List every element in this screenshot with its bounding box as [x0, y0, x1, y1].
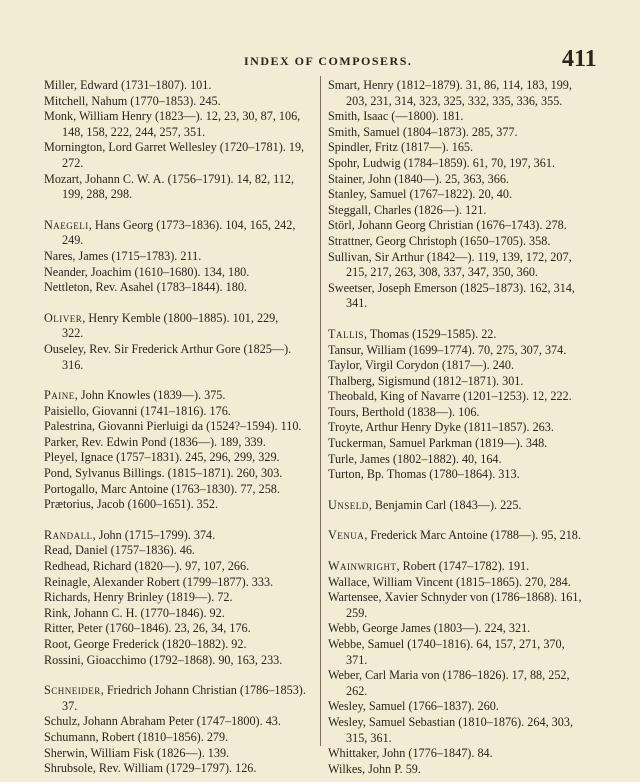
entry-lead-name: Wainwright	[328, 559, 397, 574]
entry-first-line	[44, 249, 201, 263]
index-entry	[44, 482, 316, 498]
index-entry	[328, 358, 604, 374]
entry-text: Pond, Sylvanus Billings. (1815–1871). 260, 303.	[44, 466, 283, 481]
right-column	[328, 78, 604, 777]
entry-first-line	[44, 140, 304, 154]
entry-text: Thalberg, Sigismund (1812–1871). 301.	[328, 373, 524, 388]
entry-continuation: 199, 288, 298.	[62, 187, 133, 202]
index-entry	[328, 668, 604, 699]
entry-continuation: 215, 217, 263, 308, 337, 347, 350, 360.	[346, 265, 538, 280]
entry-first-line	[328, 436, 547, 450]
entry-text: Smith, Isaac (—1800). 181.	[328, 109, 464, 124]
entry-first-line	[328, 109, 463, 123]
entry-text: Strattner, Georg Christoph (1650–1705). 358.	[328, 233, 551, 248]
entry-lead-name: Paine	[44, 388, 75, 403]
entry-first-line	[44, 528, 215, 542]
entry-text: Taylor, Virgil Corydon (1817—). 240.	[328, 358, 515, 373]
entry-first-line	[328, 405, 479, 419]
entry-text: Spindler, Fritz (1817—). 165.	[328, 140, 474, 155]
entry-first-line	[44, 714, 281, 728]
entry-text: , John (1715–1799). 374.	[92, 527, 216, 542]
entry-continuation: 203, 231, 314, 323, 325, 332, 335, 336, 355.	[346, 93, 563, 108]
entry-text: Whittaker, John (1776–1847). 84.	[328, 746, 493, 761]
entry-first-line	[328, 467, 520, 481]
entry-first-line	[328, 156, 555, 170]
entry-first-line	[328, 668, 570, 682]
entry-text: Parker, Rev. Edwin Pond (1836—). 189, 339.	[44, 434, 266, 449]
index-entry	[44, 730, 316, 746]
section-gap	[44, 373, 316, 388]
left-column	[44, 78, 316, 777]
entry-text: Weber, Carl Maria von (1786–1826). 17, 88, 252,	[328, 668, 570, 683]
index-entry	[44, 311, 316, 342]
index-entry	[44, 528, 316, 544]
index-entry	[44, 94, 316, 110]
entry-first-line	[44, 435, 266, 449]
index-entry	[328, 234, 604, 250]
entry-first-line	[328, 374, 523, 388]
index-entry	[44, 466, 316, 482]
entry-text: Nettleton, Rev. Asahel (1783–1844). 180.	[44, 280, 247, 295]
entry-text: Reinagle, Alexander Robert (1799–1877). 333.	[44, 574, 274, 589]
entry-continuation: 37.	[62, 698, 78, 713]
section-gap	[44, 203, 316, 218]
entry-text: Schulz, Johann Abraham Peter (1747–1800). 43.	[44, 714, 281, 729]
entry-text: Mitchell, Nahum (1770–1853). 245.	[44, 93, 221, 108]
section-gap	[328, 544, 604, 559]
entry-text: Smith, Samuel (1804–1873). 285, 377.	[328, 124, 518, 139]
entry-text: Wilkes, John P. 59.	[328, 761, 421, 776]
entry-first-line	[328, 452, 502, 466]
index-entry	[328, 78, 604, 109]
entry-text: , Robert (1747–1782). 191.	[396, 559, 530, 574]
entry-text: Root, George Frederick (1820–1882). 92.	[44, 637, 247, 651]
index-entry	[44, 637, 316, 653]
entry-first-line	[44, 621, 251, 635]
entry-text: Nares, James (1715–1783). 211.	[44, 248, 202, 263]
index-entry	[328, 452, 604, 468]
index-entry	[328, 498, 604, 514]
entry-first-line	[328, 234, 550, 248]
index-entry	[44, 590, 316, 606]
entry-text: Turton, Bp. Thomas (1780–1864). 313.	[328, 467, 520, 482]
index-entry	[328, 250, 604, 281]
entry-text: Ritter, Peter (1760–1846). 23, 26, 34, 176.	[44, 621, 251, 636]
entry-first-line	[44, 109, 300, 123]
section-gap	[44, 296, 316, 311]
entry-first-line	[328, 358, 514, 372]
index-entry	[44, 172, 316, 203]
section-gap	[328, 312, 604, 327]
entry-text: Read, Daniel (1757–1836). 46.	[44, 543, 195, 558]
entry-continuation: 262.	[346, 683, 368, 698]
index-entry	[328, 218, 604, 234]
entry-first-line	[44, 404, 231, 418]
index-entry	[328, 109, 604, 125]
index-entry	[44, 606, 316, 622]
entry-text: Wartensee, Xavier Schnyder von (1786–1868). 161,	[328, 590, 582, 605]
entry-text: , Hans Georg (1773–1836). 104, 165, 242,	[88, 217, 296, 232]
entry-text: Wesley, Samuel (1766–1837). 260.	[328, 699, 499, 714]
entry-first-line	[44, 265, 249, 279]
entry-first-line	[44, 653, 282, 667]
index-entry	[328, 590, 604, 621]
index-entry	[44, 683, 316, 714]
index-entry	[44, 746, 316, 762]
entry-first-line	[44, 388, 225, 402]
index-entry	[328, 420, 604, 436]
index-entry	[44, 435, 316, 451]
index-entry	[44, 249, 316, 265]
entry-lead-name: Venua	[328, 528, 365, 543]
entry-text: , John Knowles (1839—). 375.	[74, 388, 226, 403]
index-entry	[44, 575, 316, 591]
index-entry	[44, 543, 316, 559]
entry-text: Neander, Joachim (1610–1680). 134, 180.	[44, 264, 250, 279]
entry-first-line	[44, 280, 247, 294]
entry-lead-name: Oliver	[44, 310, 83, 325]
index-entry	[44, 653, 316, 669]
entry-lead-name: Tallis	[328, 326, 364, 341]
entry-text: Wesley, Samuel Sebastian (1810–1876). 264, 303,	[328, 714, 573, 729]
page-number: 411	[562, 46, 597, 72]
entry-first-line	[44, 172, 294, 186]
entry-text: Webb, George James (1803—). 224, 321.	[328, 621, 531, 636]
index-entry	[328, 187, 604, 203]
index-entry	[328, 621, 604, 637]
index-entry	[44, 78, 316, 94]
entry-text: Webbe, Samuel (1740–1816). 64, 157, 271, 370,	[328, 637, 565, 651]
index-entry	[44, 450, 316, 466]
index-entry	[328, 559, 604, 575]
entry-first-line	[328, 590, 582, 604]
entry-first-line	[44, 575, 273, 589]
entry-first-line	[44, 94, 221, 108]
entry-lead-name: Randall	[44, 527, 93, 542]
entry-first-line	[328, 125, 518, 139]
index-entry	[328, 436, 604, 452]
entry-text: Sherwin, William Fisk (1826—). 139.	[44, 745, 230, 760]
index-entry	[44, 761, 316, 777]
entry-first-line	[44, 218, 295, 232]
index-entry	[44, 388, 316, 404]
entry-first-line	[44, 543, 195, 557]
section-gap	[44, 668, 316, 683]
entry-text: Miller, Edward (1731–1807). 101.	[44, 78, 212, 92]
entry-text: Prætorius, Jacob (1600–1651). 352.	[44, 497, 218, 512]
entry-text: Stainer, John (1840—). 25, 363, 366.	[328, 171, 509, 186]
entry-continuation: 322.	[62, 326, 84, 341]
entry-first-line	[328, 203, 486, 217]
entry-continuation: 272.	[62, 155, 84, 170]
entry-text: Theobald, King of Navarre (1201–1253). 12, 222.	[328, 389, 572, 404]
entry-first-line	[44, 342, 291, 356]
entry-first-line	[44, 466, 282, 480]
index-entry	[328, 715, 604, 746]
entry-first-line	[328, 762, 421, 776]
entry-first-line	[44, 559, 249, 573]
entry-text: Mornington, Lord Garret Wellesley (1720–1781). 19,	[44, 140, 305, 155]
index-entry	[44, 265, 316, 281]
index-entry	[328, 140, 604, 156]
entry-first-line	[328, 327, 496, 341]
entry-first-line	[328, 343, 566, 357]
entry-text: Tuckerman, Samuel Parkman (1819—). 348.	[328, 436, 548, 451]
entry-lead-name: Schneider	[44, 683, 101, 698]
index-entry	[44, 218, 316, 249]
entry-text: Portogallo, Marc Antoine (1763–1830). 77, 258.	[44, 481, 280, 496]
entry-first-line	[44, 606, 225, 620]
page-title: INDEX OF COMPOSERS.	[244, 54, 413, 68]
section-gap	[328, 513, 604, 528]
index-entry	[328, 528, 604, 544]
entry-text: Paisiello, Giovanni (1741–1816). 176.	[44, 403, 231, 418]
entry-text: Palestrina, Giovanni Pierluigi da (1524?–1594). 110.	[44, 419, 302, 434]
index-entry	[44, 280, 316, 296]
entry-text: Wallace, William Vincent (1815–1865). 270, 284.	[328, 574, 571, 589]
entry-text: , Thomas (1529–1585). 22.	[363, 326, 497, 341]
entry-text: Steggall, Charles (1826—). 121.	[328, 202, 487, 217]
entry-first-line	[328, 389, 572, 403]
entry-text: Troyte, Arthur Henry Dyke (1811–1857). 263.	[328, 420, 554, 435]
entry-text: , Friedrich Johann Christian (1786–1853).	[100, 683, 306, 698]
entry-text: Schumann, Robert (1810–1856). 279.	[44, 729, 229, 744]
entry-first-line	[44, 761, 256, 775]
entry-first-line	[44, 746, 229, 760]
index-entry	[44, 497, 316, 513]
entry-first-line	[44, 78, 211, 92]
index-entry	[328, 405, 604, 421]
entry-text: , Frederick Marc Antoine (1788—). 95, 218.	[364, 528, 581, 543]
entry-text: , Henry Kemble (1800–1885). 101, 229,	[82, 310, 279, 325]
entry-first-line	[44, 311, 278, 325]
entry-continuation: 259.	[346, 605, 368, 620]
index-entry	[328, 467, 604, 483]
index-entry	[44, 419, 316, 435]
index-entry	[328, 343, 604, 359]
entry-first-line	[44, 730, 228, 744]
index-entry	[328, 203, 604, 219]
index-entry	[328, 389, 604, 405]
index-entry	[328, 637, 604, 668]
entry-text: Mozart, Johann C. W. A. (1756–1791). 14, 82, 112,	[44, 171, 295, 186]
entry-first-line	[44, 497, 218, 511]
entry-first-line	[328, 172, 509, 186]
entry-text: Shrubsole, Rev. William (1729–1797). 126.	[44, 761, 257, 776]
entry-first-line	[328, 559, 529, 573]
entry-text: Redhead, Richard (1820—). 97, 107, 266.	[44, 559, 250, 574]
entry-first-line	[44, 482, 280, 496]
entry-text: Monk, William Henry (1823—). 12, 23, 30, 87, 106,	[44, 109, 301, 124]
entry-text: Tours, Berthold (1838—). 106.	[328, 404, 480, 419]
entry-continuation: 371.	[346, 652, 368, 667]
entry-continuation: 315, 361.	[346, 730, 392, 745]
entry-first-line	[328, 218, 567, 232]
entry-continuation: 249.	[62, 233, 84, 248]
entry-continuation: 316.	[62, 357, 84, 372]
entry-first-line	[328, 699, 499, 713]
entry-text: Rink, Johann C. H. (1770–1846). 92.	[44, 605, 225, 620]
entry-text: Sweetser, Joseph Emerson (1825–1873). 162, 314,	[328, 280, 575, 295]
entry-first-line	[44, 450, 280, 464]
index-entry	[44, 559, 316, 575]
entry-first-line	[328, 621, 530, 635]
entry-first-line	[328, 715, 573, 729]
entry-text: Rossini, Gioacchimo (1792–1868). 90, 163, 233.	[44, 652, 283, 667]
section-gap	[44, 513, 316, 528]
index-entry	[44, 109, 316, 140]
entry-text: , Benjamin Carl (1843—). 225.	[368, 497, 522, 512]
entry-first-line	[328, 637, 565, 651]
entry-text: Spohr, Ludwig (1784–1859). 61, 70, 197, 361.	[328, 155, 556, 170]
entry-text: Tansur, William (1699–1774). 70, 275, 307, 374.	[328, 342, 567, 357]
index-entry	[328, 156, 604, 172]
index-entry	[328, 374, 604, 390]
entry-first-line	[328, 420, 554, 434]
entry-continuation: 148, 158, 222, 244, 257, 351.	[62, 124, 206, 139]
index-entry	[328, 125, 604, 141]
entry-first-line	[328, 140, 473, 154]
entry-continuation: 341.	[346, 296, 368, 311]
entry-first-line	[328, 78, 572, 92]
entry-first-line	[44, 590, 233, 604]
entry-first-line	[44, 637, 247, 651]
entry-text: Ouseley, Rev. Sir Frederick Arthur Gore (1825—).	[44, 341, 292, 356]
section-gap	[328, 483, 604, 498]
index-entry	[328, 281, 604, 312]
entry-first-line	[328, 575, 571, 589]
entry-text: Pleyel, Ignace (1757–1831). 245, 296, 299, 329.	[44, 450, 280, 465]
entry-lead-name: Naegeli	[44, 217, 89, 232]
index-entry	[328, 575, 604, 591]
entry-lead-name: Unseld	[328, 497, 369, 512]
entry-text: Stanley, Samuel (1767–1822). 20, 40.	[328, 187, 513, 202]
entry-text: Sullivan, Sir Arthur (1842—). 119, 139, 172, 207,	[328, 249, 572, 264]
entry-first-line	[328, 498, 521, 512]
entry-first-line	[44, 683, 306, 697]
entry-text: Störl, Johann Georg Christian (1676–1743). 278.	[328, 218, 567, 233]
entry-first-line	[328, 528, 581, 542]
entry-first-line	[328, 281, 575, 295]
entry-text: Richards, Henry Brinley (1819—). 72.	[44, 590, 233, 605]
index-entry	[44, 621, 316, 637]
entry-first-line	[328, 250, 572, 264]
index-entry	[328, 762, 604, 778]
entry-first-line	[44, 419, 301, 433]
index-entry	[44, 714, 316, 730]
entry-text: Smart, Henry (1812–1879). 31, 86, 114, 183, 199,	[328, 78, 572, 92]
column-divider	[320, 76, 321, 746]
entry-first-line	[328, 187, 512, 201]
index-entry	[44, 404, 316, 420]
entry-text: Turle, James (1802–1882). 40, 164.	[328, 451, 502, 466]
index-entry	[44, 342, 316, 373]
index-entry	[44, 140, 316, 171]
entry-first-line	[328, 746, 493, 760]
index-entry	[328, 699, 604, 715]
index-entry	[328, 172, 604, 188]
index-entry	[328, 327, 604, 343]
index-entry	[328, 746, 604, 762]
